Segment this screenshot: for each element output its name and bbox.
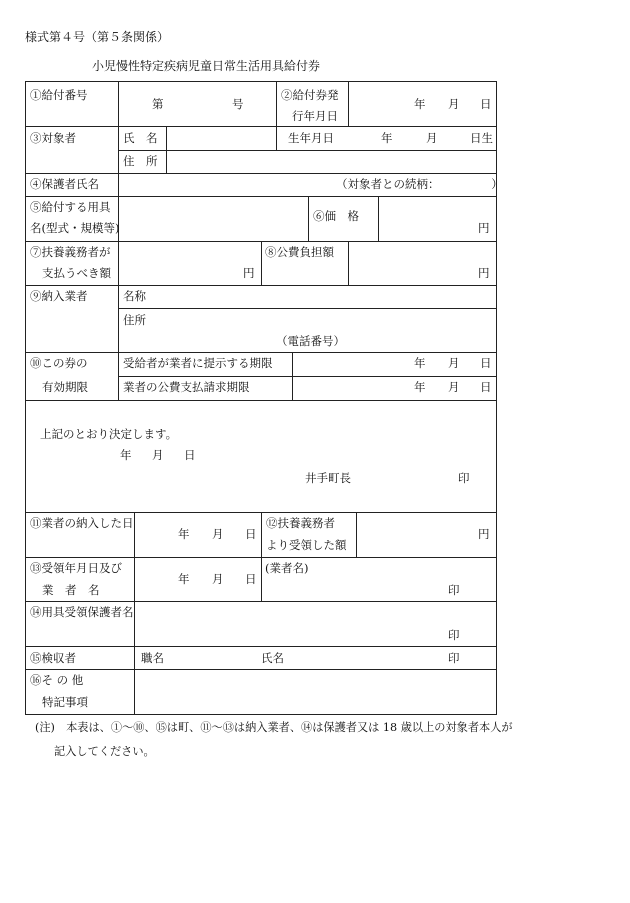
label-remarks-1: ⑯そ の 他 [30,673,84,687]
label-validity-1: ⑩この券の [30,356,88,370]
birth-year: 年 [381,131,393,145]
label-receipt-date-2: 業 者 名 [42,583,100,597]
label-inspector-title: 職名 [141,651,164,665]
inspector-seal: 印 [448,651,460,665]
label-receipt-date-1: ⑬受領年月日及び [30,561,122,575]
issue-day: 日 [480,97,492,111]
receipt-day: 日 [245,572,257,586]
label-issue-date-2: 行年月日 [292,109,338,123]
claim-deadline-year: 年 [414,380,426,394]
label-grant-number: ①給付番号 [30,88,88,102]
label-equipment-1: ⑤給付する用具 [30,200,111,214]
price-yen: 円 [478,221,490,235]
label-subject-address: 住 所 [123,154,158,168]
issue-year: 年 [414,97,426,111]
label-issue-date-1: ②給付券発 [281,88,339,102]
form-title: 小児慢性特定疾病児童日常生活用具給付券 [92,59,321,73]
label-vendor-address: 住所 [123,313,146,327]
receipt-year: 年 [178,572,190,586]
mayor-title: 井手町長 [305,471,351,485]
label-present-deadline: 受給者が業者に提示する期限 [123,356,273,370]
vendor-seal: 印 [448,583,460,597]
guardian-seal: 印 [448,628,460,642]
public-burden-yen: 円 [478,266,490,280]
birth-month: 月 [426,131,438,145]
delivery-month: 月 [212,527,224,541]
label-validity-2: 有効期限 [42,380,88,394]
label-payable-1: ⑦扶養義務者が [30,245,111,259]
label-vendor: ⑨納入業者 [30,289,88,303]
note-line-2: 記入してください。 [54,745,155,758]
label-vendor-name: 名称 [123,289,146,303]
present-deadline-day: 日 [480,356,492,370]
label-delivery-date: ⑪業者の納入した日 [30,516,134,530]
decision-text: 上記のとおり決定します。 [40,427,178,441]
label-inspector-name: 氏名 [261,651,284,665]
delivery-year: 年 [178,527,190,541]
decision-year: 年 [120,448,132,462]
present-deadline-year: 年 [414,356,426,370]
form-number: 様式第４号（第５条関係） [25,30,170,44]
label-equipment-2: 名(型式・規模等) [30,221,120,235]
payable-yen: 円 [243,266,255,280]
grant-number-go: 号 [232,97,244,111]
label-remarks-2: 特記事項 [42,695,88,709]
claim-deadline-month: 月 [448,380,460,394]
received-amount-yen: 円 [478,527,490,541]
mayor-seal: 印 [458,471,470,485]
vendor-phone: （電話番号） [276,334,345,348]
issue-month: 月 [448,97,460,111]
label-vendor-name-receipt: (業者名) [265,561,309,575]
label-birth-date: 生年月日 [288,131,334,145]
label-subject-name: 氏 名 [123,131,158,145]
label-guardian-receipt: ⑭用具受領保護者名 [30,605,134,619]
note-line-1: (注) 本表は、①〜⑩、⑮は町、⑪〜⑬は納入業者、⑭は保護者又は 18 歳以上の対象者本人が [35,721,513,734]
label-subject: ③対象者 [30,131,76,145]
label-price: ⑥価 格 [313,209,359,223]
present-deadline-month: 月 [448,356,460,370]
label-received-amount-1: ⑫扶養義務者 [266,516,335,530]
label-guardian-name: ④保護者氏名 [30,177,99,191]
decision-month: 月 [152,448,164,462]
label-claim-deadline: 業者の公費支払請求期限 [123,380,250,394]
label-payable-2: 支払うべき額 [42,266,111,280]
label-public-burden: ⑧公費負担額 [265,245,334,259]
grant-number-dai: 第 [152,97,164,111]
delivery-day: 日 [245,527,257,541]
guardian-relation: （対象者との続柄： ） [336,177,503,191]
decision-day: 日 [184,448,196,462]
label-received-amount-2: より受領した額 [266,538,347,552]
claim-deadline-day: 日 [480,380,492,394]
label-inspector: ⑮検収者 [30,651,76,665]
birth-day: 日生 [470,131,493,145]
receipt-month: 月 [212,572,224,586]
